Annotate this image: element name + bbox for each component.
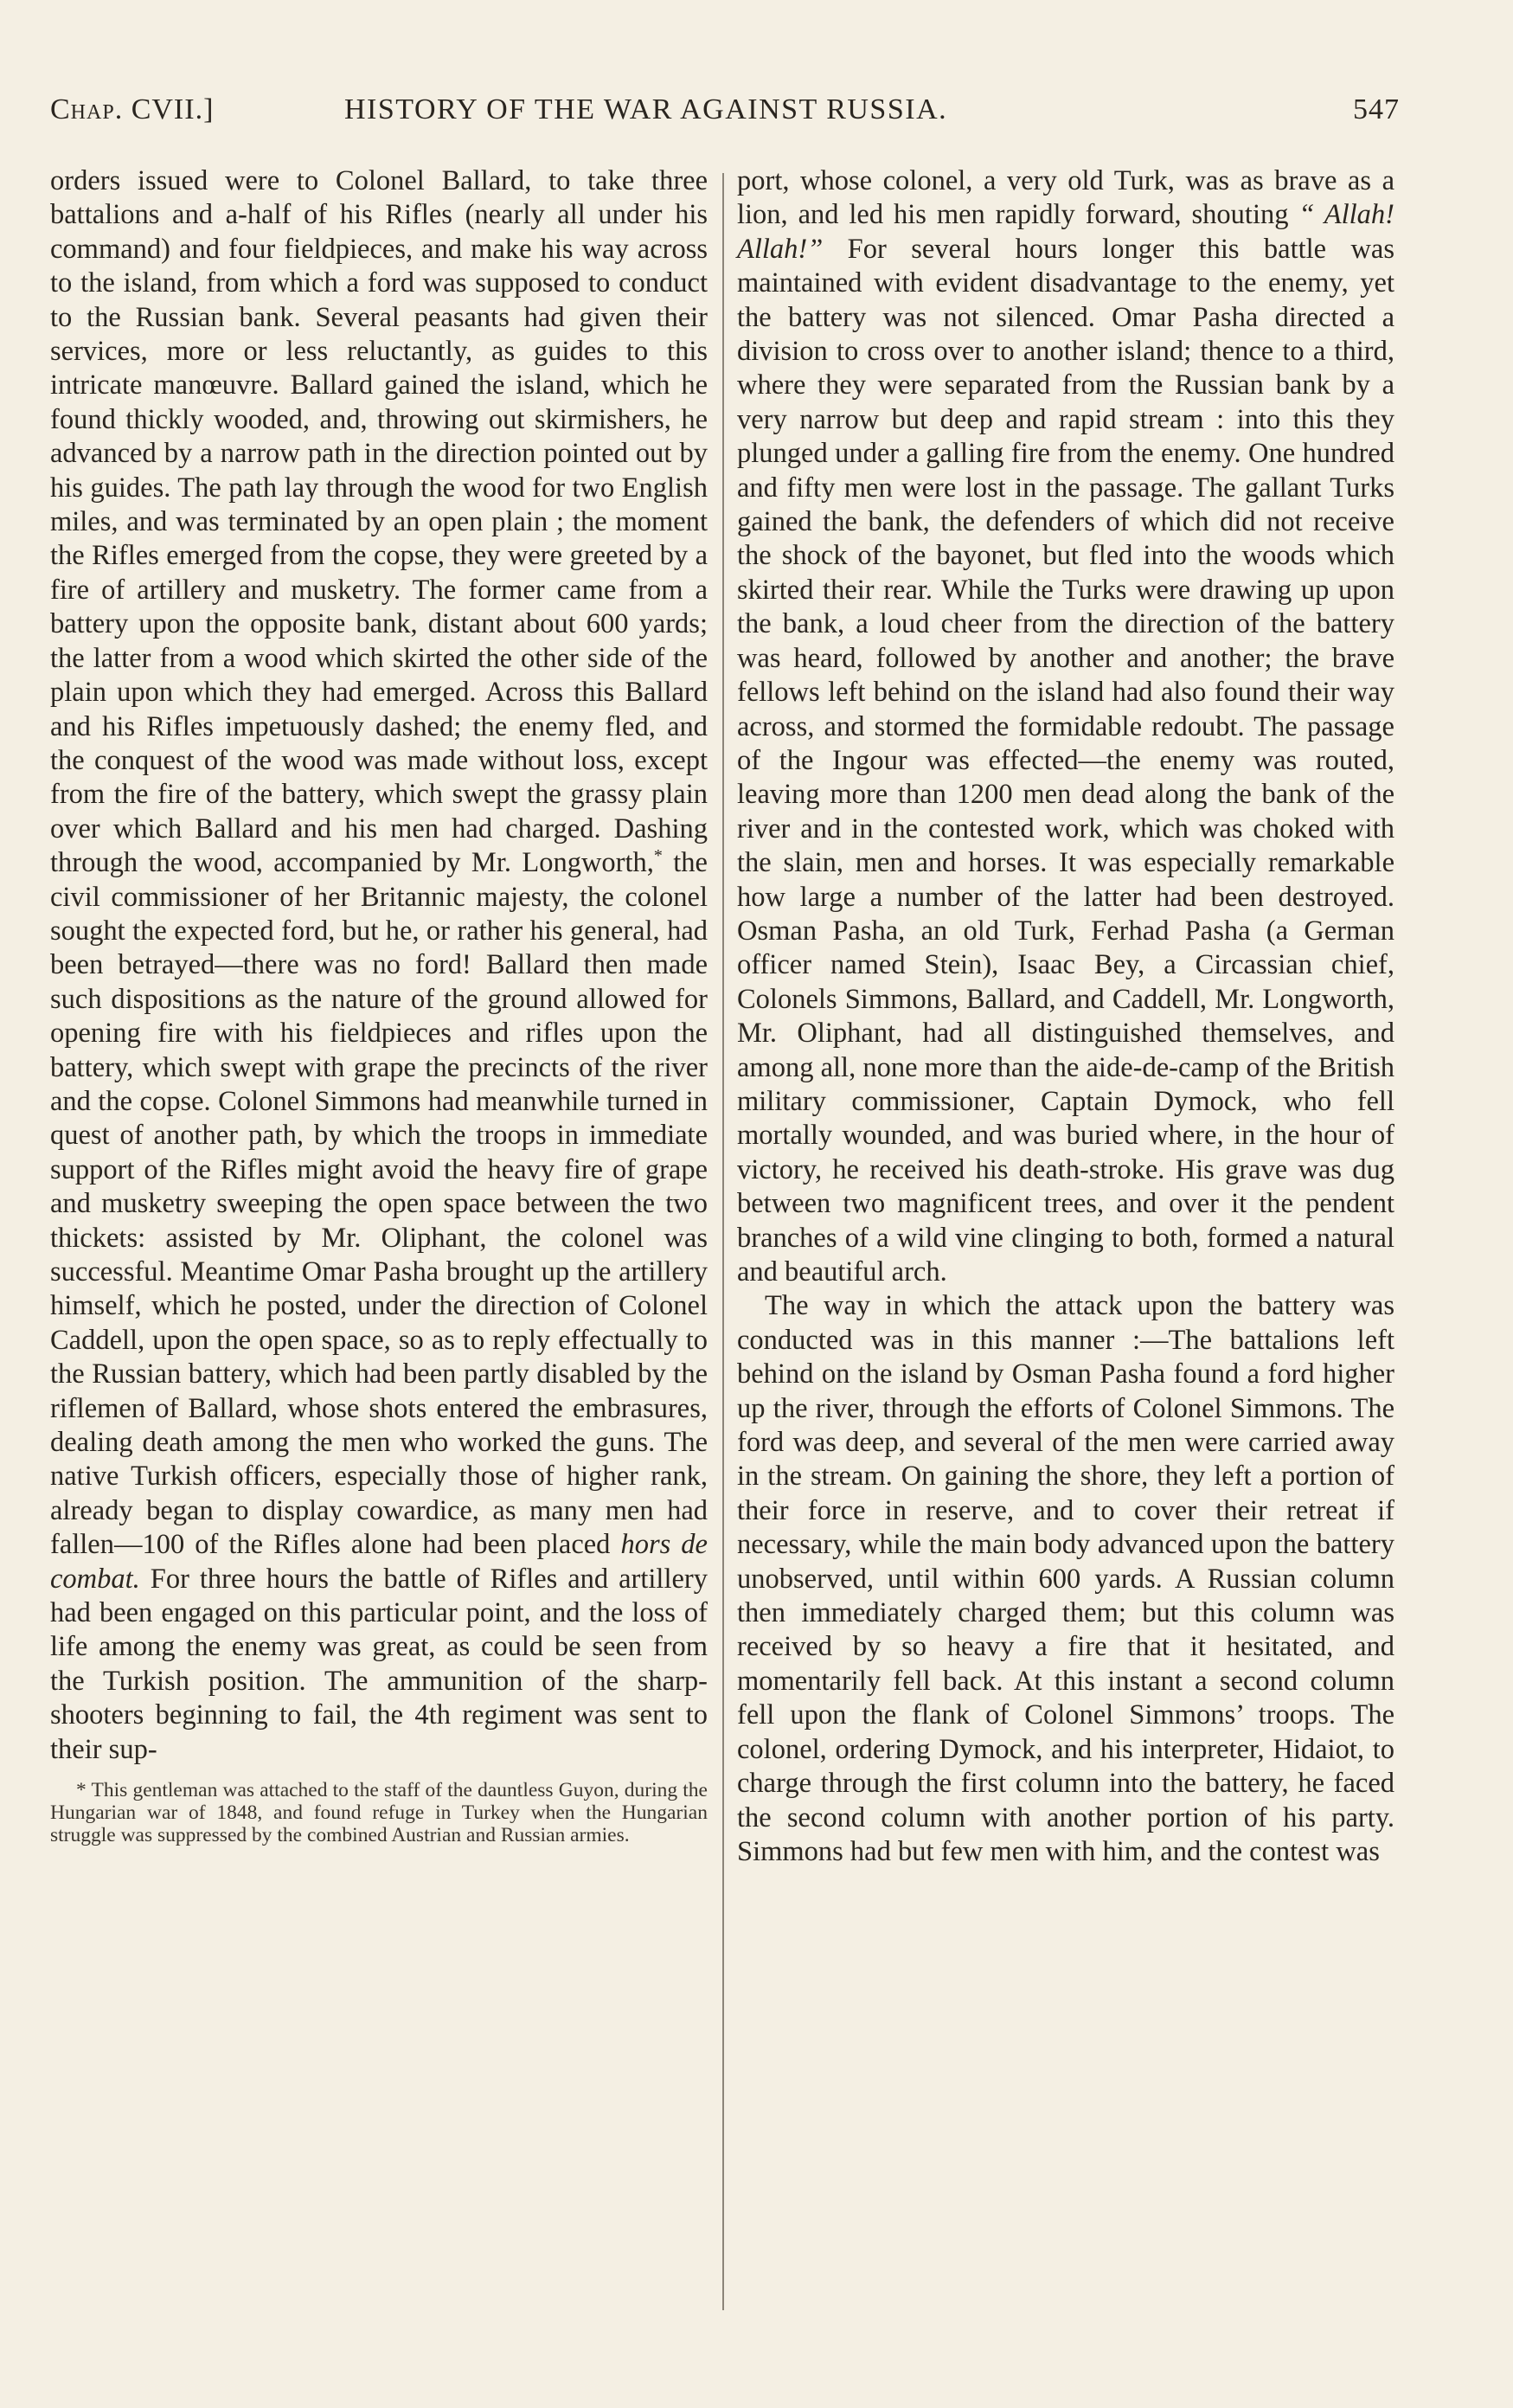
left-column <box>50 164 708 1846</box>
chapter-label: Chap. CVII.] <box>50 93 215 125</box>
footnote <box>50 1779 708 1846</box>
right-text-b: For several hours longer this battle was maintained with evident disadvantage to the enemy, yet the battery was not silenced. Omar Pasha directed a division to cross over to another island; thence to a third, where they were separated from the Russian bank by a very narrow but deep and rapid stream : into this they plunged under a galling fire from the enemy. One hundred and fifty men were lost in the passage. The gallant Turks gained the bank, the defenders of which did not receive the shock of the bayonet, but fled into the woods which skirted their rear. While the Turks were drawing up upon the bank, a loud cheer from the direction of the battery was heard, followed by another and another; the brave fellows left behind on the island had also found their way across, and stormed the formidable redoubt. The passage of the Ingour was effected—the enemy was routed, leaving more than 1200 men dead along the bank of the river and in the contested work, which was choked with the slain, men and horses. It was especially remarkable how large a number of the latter had been destroyed. Osman Pasha, an old Turk, Ferhad Pasha (a German officer named Stein), Isaac Bey, a Circassian chief, Colonels Simmons, Ballard, and Caddell, Mr. Longworth, Mr. Oliphant, had all distinguished themselves, and among all, none more than the aide-de-camp of the British military commissioner, Captain Dymock, who fell mortally wounded, and was buried where, in the hour of victory, he received his death-stroke. His grave was dug between two magnificent trees, and over it the pendent branches of a wild vine clinging to both, formed a natural and beautiful arch. <box>737 233 1394 1287</box>
left-italic-phrase: hors de combat. <box>50 1529 708 1595</box>
right-paragraph-1 <box>737 164 1394 1289</box>
column-divider <box>722 173 724 2310</box>
running-title: HISTORY OF THE WAR AGAINST RUSSIA. <box>344 93 948 125</box>
running-header <box>50 93 1400 137</box>
right-italic-shout: “ Allah! Allah!” <box>737 199 1394 265</box>
left-text-b: the civil commissioner of her Britannic majesty, the colonel sought the expected ford, but he, or rather his general, had been betrayed—there was no ford! Ballard then made such dispositions as the nature of the ground allowed for opening fire with his fieldpieces and rifles upon the battery, which swept with grape the precincts of the river and the copse. Colonel Simmons had meanwhile turned in quest of another path, by which the troops in immediate support of the Rifles might avoid the heavy fire of grape and musketry sweeping the open space between the two thickets: assisted by Mr. Oliphant, the colonel was successful. Meantime Omar Pasha brought up the artillery himself, which he posted, under the direction of Colonel Caddell, upon the open space, so as to reply effectually to the Russian battery, which had been partly disabled by the riflemen of Ballard, whose shots entered the embrasures, dealing death among the men who worked the guns. The native Turkish officers, especially those of higher rank, already began to display cowardice, as many men had fallen—100 of the Rifles alone had been placed <box>50 847 708 1561</box>
footnote-marker: * <box>653 846 663 866</box>
left-text-c: For three hours the battle of Rifles and artillery had been engaged on this particular point, and the loss of life among the enemy was great, as could be seen from the Turkish position. The ammunition of the sharp-shooters beginning to fail, the 4th regiment was sent to their sup- <box>50 1563 708 1765</box>
left-paragraph-1 <box>50 164 708 1767</box>
right-column <box>737 164 1394 1869</box>
footnote-text: * This gentleman was attached to the staff of the dauntless Guyon, during the Hungarian war of 1848, and found refuge in Turkey when the Hungarian struggle was suppressed by the combined Austrian and Russian armies. <box>50 1779 708 1847</box>
page-number: 547 <box>1353 93 1400 125</box>
left-text-a: orders issued were to Colonel Ballard, to take three battalions and a-half of his Rifles (nearly all under his command) and four fieldpieces, and make his way across to the island, from which a ford was supposed to conduct to the Russian bank. Several peasants had given their services, more or less reluctantly, as guides to this intricate manœuvre. Ballard gained the island, which he found thickly wooded, and, throwing out skirmishers, he advanced by a narrow path in the direction pointed out by his guides. The path lay through the wood for two English miles, and was terminated by an open plain ; the moment the Rifles emerged from the copse, they were greeted by a fire of artillery and musketry. The former came from a battery upon the opposite bank, distant about 600 yards; the latter from a wood which skirted the other side of the plain upon which they had emerged. Across this Ballard and his Rifles impetuously dashed; the enemy fled, and the conquest of the wood was made without loss, except from the fire of the battery, which swept the grassy plain over which Ballard and his men had charged. Dashing through the wood, accompanied by Mr. Longworth, <box>50 165 708 879</box>
right-paragraph-2: The way in which the attack upon the battery was conducted was in this manner :—The battalions left behind on the island by Osman Pasha found a ford higher up the river, through the efforts of Colonel Simmons. The ford was deep, and several of the men were carried away in the stream. On gaining the shore, they left a portion of their force in reserve, and to cover their retreat if necessary, while the main body advanced upon the battery unobserved, until within 600 yards. A Russian column then immediately charged them; but this column was received by so heavy a fire that it hesitated, and momentarily fell back. At this instant a second column fell upon the flank of Colonel Simmons’ troops. The colonel, ordering Dymock, and his interpreter, Hidaiot, to charge through the first column into the battery, he faced the second column with another portion of his party. Simmons had but few men with him, and the contest was <box>737 1290 1394 1867</box>
right-text-a: port, whose colonel, a very old Turk, was as brave as a lion, and led his men rapidly forward, shouting <box>737 165 1394 231</box>
